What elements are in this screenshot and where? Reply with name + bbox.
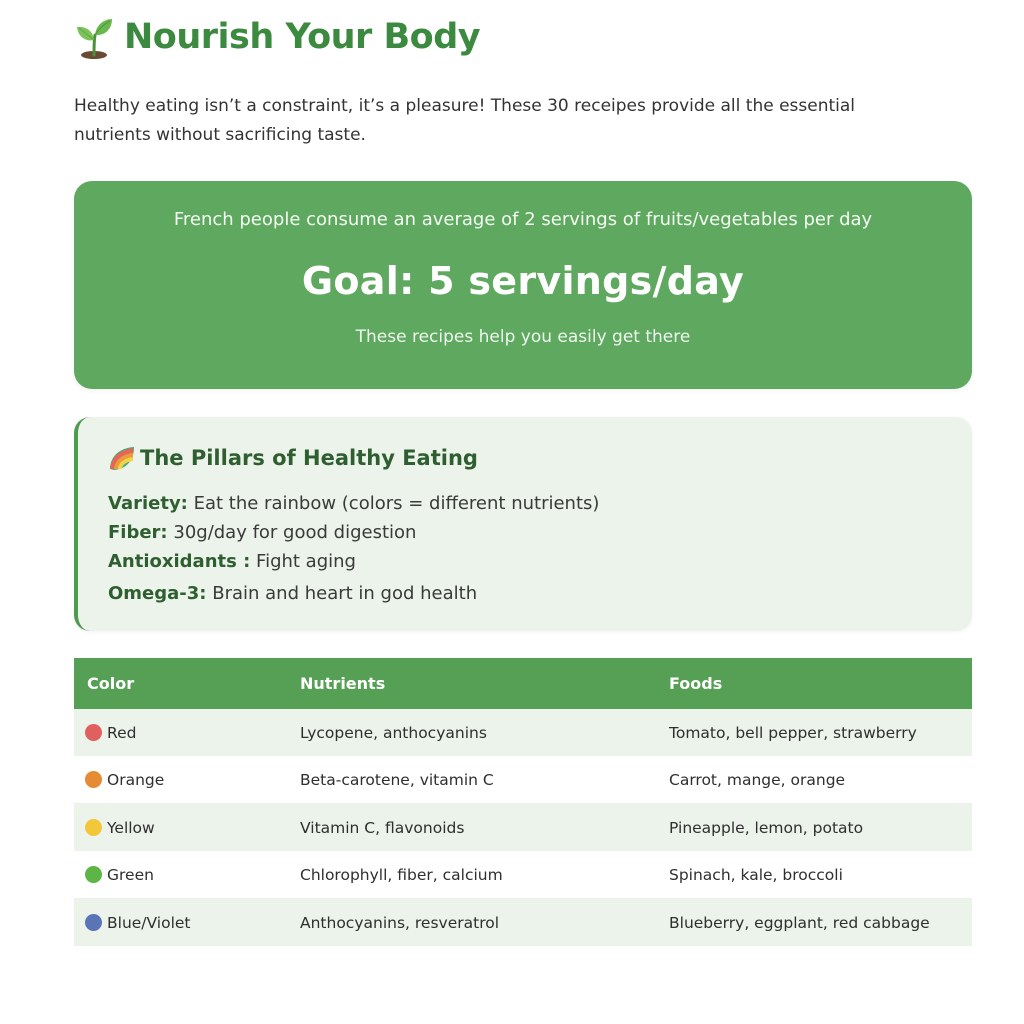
color-label: Blue/Violet: [107, 913, 191, 932]
intro-line-1: Healthy eating isn’t a constraint, it’s a pleasure! These 30 receipes provide all the essential: [74, 96, 856, 116]
color-cell: [74, 851, 287, 899]
color-label: Green: [107, 865, 154, 884]
seedling-icon: [74, 15, 114, 59]
pillars-heading: [108, 445, 478, 471]
color-label: Orange: [107, 770, 165, 789]
color-cell: [74, 709, 287, 756]
table-header-row: [74, 658, 972, 709]
color-label: Red: [107, 723, 137, 742]
page-title: Nourish Your Body: [124, 17, 481, 57]
pillars-title: The Pillars of Healthy Eating: [140, 446, 478, 470]
nutrients-cell: Chlorophyll, fiber, calcium: [287, 851, 656, 899]
pillar-key: Omega-3:: [108, 583, 207, 604]
column-header-foods: Foods: [656, 658, 972, 709]
pillar-key: Antioxidants :: [108, 551, 251, 572]
intro-line-2: nutrients without sacrificing taste.: [74, 125, 366, 145]
table-row: [74, 851, 972, 899]
table-row: [74, 804, 972, 852]
yellow-dot-icon: [85, 819, 102, 836]
pillar-text: Eat the rainbow (colors = different nutrients): [187, 493, 600, 514]
page-header: [74, 12, 480, 62]
foods-cell: Pineapple, lemon, potato: [656, 804, 972, 852]
green-dot-icon: [85, 866, 102, 883]
intro-text: [74, 92, 914, 150]
foods-cell: Blueberry, eggplant, red cabbage: [656, 899, 972, 947]
pillar-item-variety: [108, 489, 599, 518]
column-header-nutrients: Nutrients: [287, 658, 656, 709]
pillar-key: Fiber:: [108, 522, 168, 543]
pillar-text: Brain and heart in god health: [206, 583, 478, 604]
color-cell: [74, 899, 287, 947]
orange-dot-icon: [85, 771, 102, 788]
pillar-key: Variety:: [108, 493, 188, 514]
table-row: [74, 709, 972, 756]
table-row: [74, 756, 972, 804]
color-cell: [74, 804, 287, 852]
column-header-color: Color: [74, 658, 287, 709]
color-cell: [74, 756, 287, 804]
goal-fact: French people consume an average of 2 servings of fruits/vegetables per day: [173, 209, 873, 230]
red-dot-icon: [85, 724, 102, 741]
pillar-item-fiber: [108, 518, 599, 547]
goal-banner: [74, 181, 972, 389]
pillar-text: Fight aging: [250, 551, 356, 572]
pillar-list: [108, 489, 599, 608]
goal-headline: Goal: 5 servings/day: [301, 259, 745, 303]
table-row: [74, 899, 972, 947]
foods-cell: Tomato, bell pepper, strawberry: [656, 709, 972, 756]
foods-cell: Carrot, mange, orange: [656, 756, 972, 804]
nutrients-cell: Beta-carotene, vitamin C: [287, 756, 656, 804]
pillars-card: [74, 417, 972, 631]
color-label: Yellow: [107, 818, 155, 837]
rainbow-icon: [108, 445, 136, 471]
goal-note: These recipes help you easily get there: [355, 327, 691, 347]
blue-violet-dot-icon: [85, 914, 102, 931]
nutrients-cell: Vitamin C, flavonoids: [287, 804, 656, 852]
pillar-item-omega3: [108, 579, 599, 608]
nutrients-cell: Lycopene, anthocyanins: [287, 709, 656, 756]
pillar-text: 30g/day for good digestion: [167, 522, 417, 543]
pillar-item-antioxidants: [108, 547, 599, 576]
foods-cell: Spinach, kale, broccoli: [656, 851, 972, 899]
color-nutrients-table: [74, 658, 972, 946]
nutrients-cell: Anthocyanins, resveratrol: [287, 899, 656, 947]
